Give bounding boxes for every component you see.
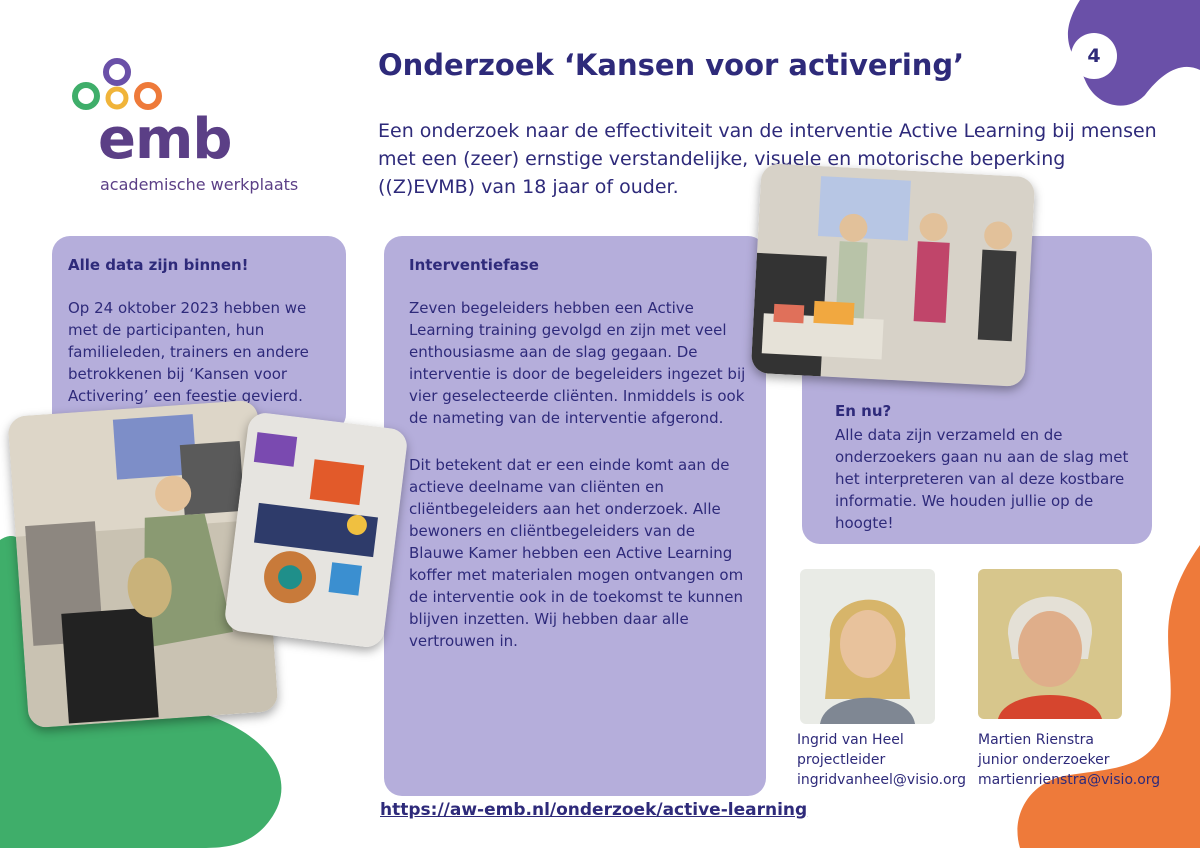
- page-number-badge: 4: [1071, 33, 1117, 79]
- person-role: projectleider: [797, 752, 886, 768]
- person-name: Ingrid van Heel: [797, 732, 904, 748]
- card-text: Alle data zijn verzameld en de onderzoekers gaan nu aan de slag met het interpreteren van al deze kostbare informatie. We houden jullie op de hoogte!: [835, 426, 1129, 532]
- card-paragraph: Dit betekent dat er een einde komt aan de actieve deelname van cliënten en cliëntbegeleiders aan het onderzoek. Alle bewoners en cliëntbegeleiders van de Blauwe Kamer hebben een Active Learning koffer met materialen mogen ontvangen om de interventie ook in de toekomst te kunnen blijven inzetten. Wij hebben daar alle vertrouwen in.: [409, 456, 744, 650]
- card-title: Alle data zijn binnen!: [68, 256, 249, 274]
- person-name: Martien Rienstra: [978, 732, 1094, 748]
- card-intervention-phase: [384, 236, 766, 796]
- person-martien: [978, 730, 1160, 790]
- person-role: junior onderzoeker: [978, 752, 1110, 768]
- logo-wordmark: emb: [98, 107, 232, 172]
- person-email[interactable]: ingridvanheel@visio.org: [797, 772, 966, 788]
- card-paragraph: Zeven begeleiders hebben een Active Learning training gevolgd en zijn met veel enthousiasme aan de slag gegaan. De interventie is door de begeleiders ingezet bij vier geselecteerde cliënten. Inmiddels is ook de nameting van de interventie afgerond.: [409, 299, 746, 427]
- person-email[interactable]: martienrienstra@visio.org: [978, 772, 1161, 788]
- portrait-ingrid: [800, 569, 935, 724]
- page-title: Onderzoek ‘Kansen voor activering’: [378, 48, 965, 82]
- purple-corner-blob: [1040, 0, 1200, 110]
- card-text: Op 24 oktober 2023 hebben we met de participanten, hun familieleden, trainers en andere betrokkenen bij ‘Kansen voor Activering’ een feestje gevierd.: [68, 299, 309, 405]
- photo-learning-materials: [223, 411, 409, 649]
- portrait-martien: [978, 569, 1122, 719]
- person-ingrid: [797, 730, 966, 790]
- card-title: En nu?: [835, 402, 892, 420]
- photo-team-presentation: [751, 163, 1036, 387]
- project-link[interactable]: https://aw-emb.nl/onderzoek/active-learning: [380, 800, 808, 820]
- card-title: Interventiefase: [409, 256, 539, 274]
- intro-text: Een onderzoek naar de effectiviteit van de interventie Active Learning bij mensen met een (zeer) ernstige verstandelijke, visuele en motorische beperking ((Z)EVMB) van 18 jaar of ouder.: [378, 120, 1157, 198]
- card-all-data-in: [52, 236, 346, 432]
- logo-subtitle: academische werkplaats: [100, 175, 299, 194]
